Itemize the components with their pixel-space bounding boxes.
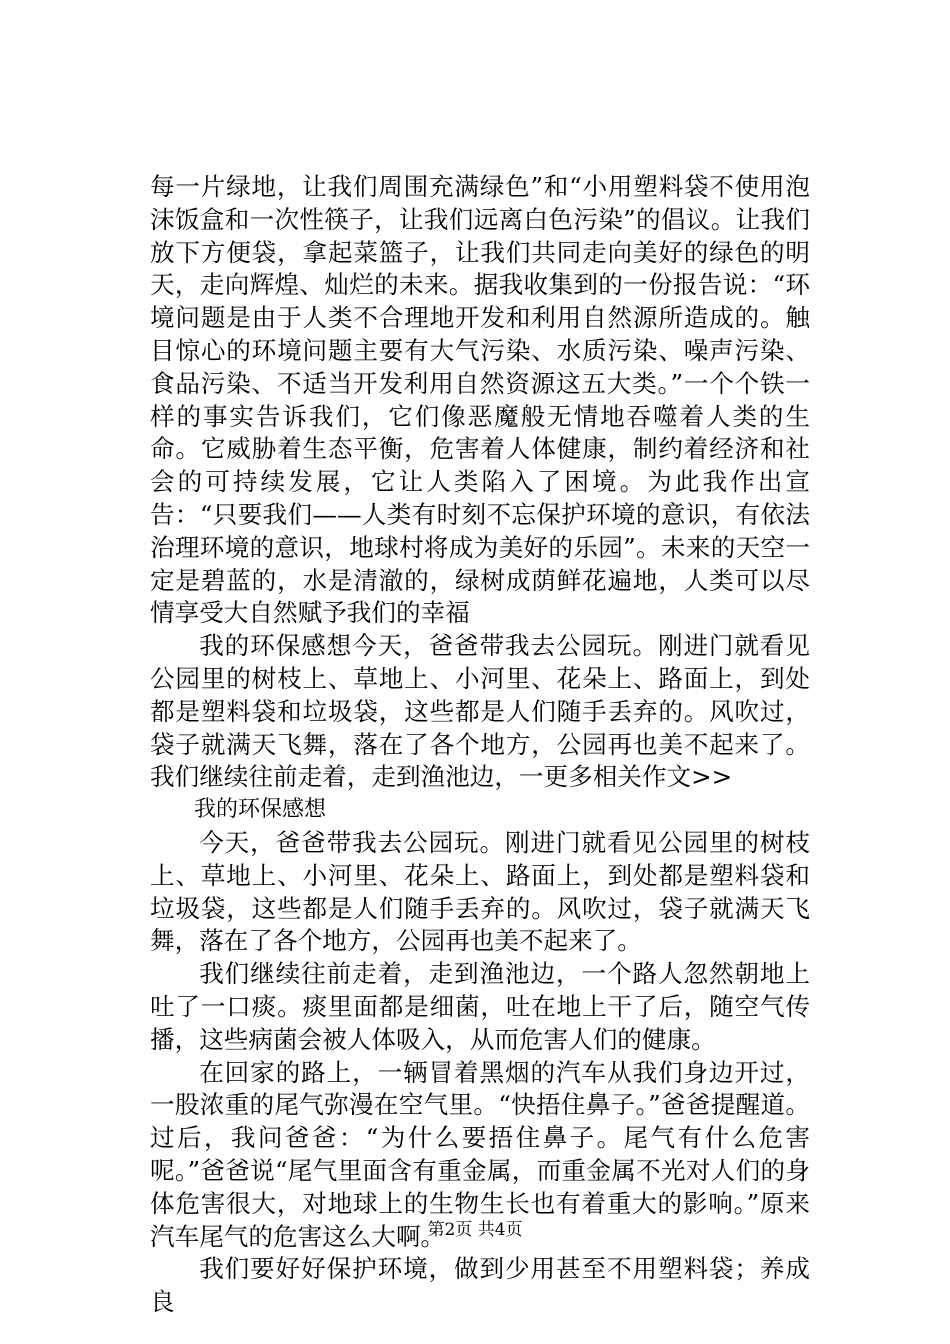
paragraph-pond: 我们继续往前走着，走到渔池边，一个路人忽然朝地上吐了一口痰。痰里面都是细菌，吐在地上干了后，随空气传播，这些病菌会被人体吸入，从而危害人们的健康。 [150,959,810,1054]
essay-title: 我的环保感想 [194,797,327,823]
paragraph-exhaust: 在回家的路上，一辆冒着黑烟的汽车从我们身边开过，一股浓重的尾气弥漫在空气里。“快捂住鼻子。”爸爸提醒道。过后，我问爸爸：“为什么要捂住鼻子。尾气有什么危害呢。”爸爸说“尾气里面含有重金属，而重金属不光对人们的身体危害很大，对地球上的生物生长也有着重大的影响。”原来汽车尾气的危害这么大啊。 [150,1057,810,1251]
document-body [150,171,810,1319]
paragraph-park: 今天，爸爸带我去公园玩。刚进门就看见公园里的树枝上、草地上、小河里、花朵上、路面上，到处都是塑料袋和垃圾袋，这些都是人们随手丢弃的。风吹过，袋子就满天飞舞，落在了各个地方，公园再也美不起来了。 [150,827,810,956]
paragraph-continuation: 每一片绿地，让我们周围充满绿色”和“小用塑料袋不使用泡沫饭盒和一次性筷子，让我们远离白色污染”的倡议。让我们放下方便袋，拿起菜篮子，让我们共同走向美好的绿色的明天，走向辉煌、灿烂的未来。据我收集到的一份报告说：“环境问题是由于人类不合理地开发和利用自然源所造成的。触目惊心的环境问题主要有大气污染、水质污染、噪声污染、食品污染、不适当开发利用自然资源这五大类。”一个个铁一样的事实告诉我们，它们像恶魔般无情地吞噬着人类的生命。它威胁着生态平衡，危害着人体健康，制约着经济和社会的可持续发展，它让人类陷入了困境。为此我作出宣告：“只要我们——人类有时刻不忘保护环境的意识，有依法治理环境的意识，地球村将成为美好的乐园”。未来的天空一定是碧蓝的，水是清澈的，绿树成荫鲜花遍地，人类可以尽情享受大自然赋予我们的幸福 [150,172,810,628]
paragraph-protect: 我们要好好保护环境，做到少用甚至不用塑料袋；养成良 [150,1254,810,1317]
paragraph-summary: 我的环保感想今天，爸爸带我去公园玩。刚进门就看见公园里的树枝上、草地上、小河里、花朵上、路面上，到处都是塑料袋和垃圾袋，这些都是人们随手丢弃的。风吹过，袋子就满天飞舞，落在了各个地方，公园再也美不起来了。我们继续往前走着，走到渔池边，一更多相关作文>> [150,631,810,792]
page-number-footer: 第2页 共4页 [427,1220,523,1240]
